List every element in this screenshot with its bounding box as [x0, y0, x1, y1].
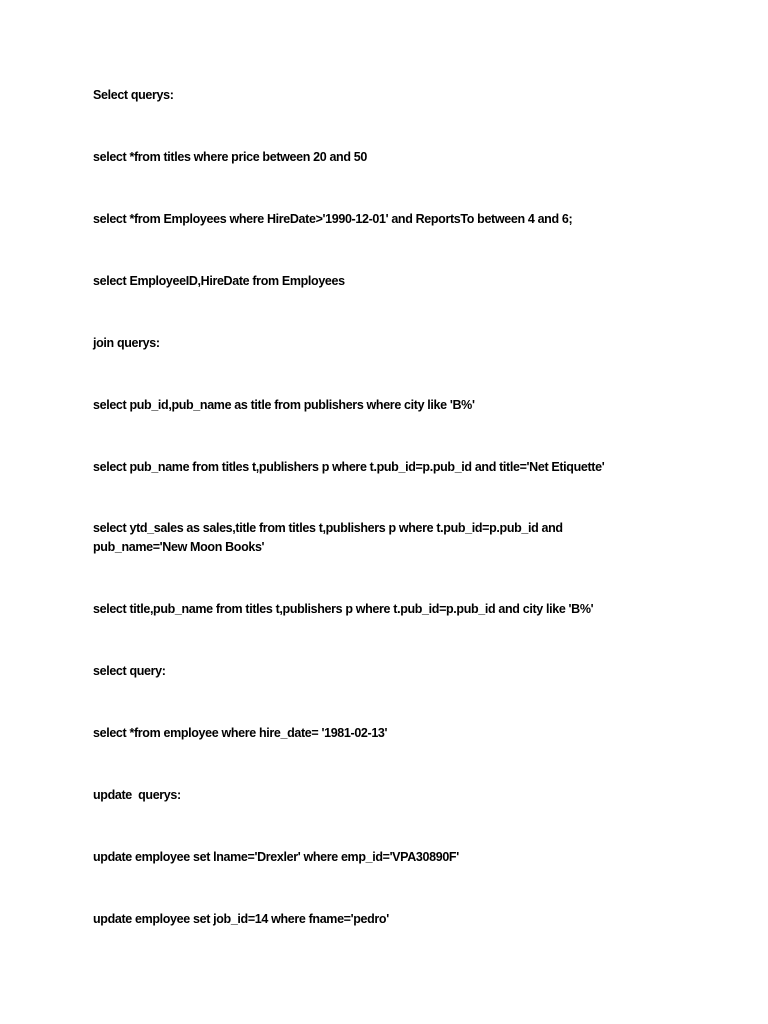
- query-line: update employee set job_id=14 where fname='pedro': [93, 912, 389, 926]
- query-line: select ytd_sales as sales,title from titles t,publishers p where t.pub_id=p.pub_id and pub_name='New Moon Books': [93, 521, 563, 554]
- heading-join-querys: join querys:: [93, 336, 160, 350]
- query-line: select title,pub_name from titles t,publishers p where t.pub_id=p.pub_id and city like 'B%': [93, 602, 594, 616]
- query-line: select *from employee where hire_date= '1981-02-13': [93, 726, 388, 740]
- query-line: update employee set lname='Drexler' where emp_id='VPA30890F': [93, 850, 459, 864]
- heading-select-query: select query:: [93, 664, 166, 678]
- query-line: select EmployeeID,HireDate from Employees: [93, 274, 345, 288]
- query-line: select *from titles where price between 20 and 50: [93, 150, 367, 164]
- heading-update-querys: update querys:: [93, 788, 181, 802]
- query-line: select *from Employees where HireDate>'1990-12-01' and ReportsTo between 4 and 6;: [93, 212, 573, 226]
- heading-select-querys: Select querys:: [93, 88, 174, 102]
- query-line: select pub_id,pub_name as title from publishers where city like 'B%': [93, 398, 475, 412]
- query-line: select pub_name from titles t,publishers p where t.pub_id=p.pub_id and title='Net Etiquette': [93, 460, 605, 474]
